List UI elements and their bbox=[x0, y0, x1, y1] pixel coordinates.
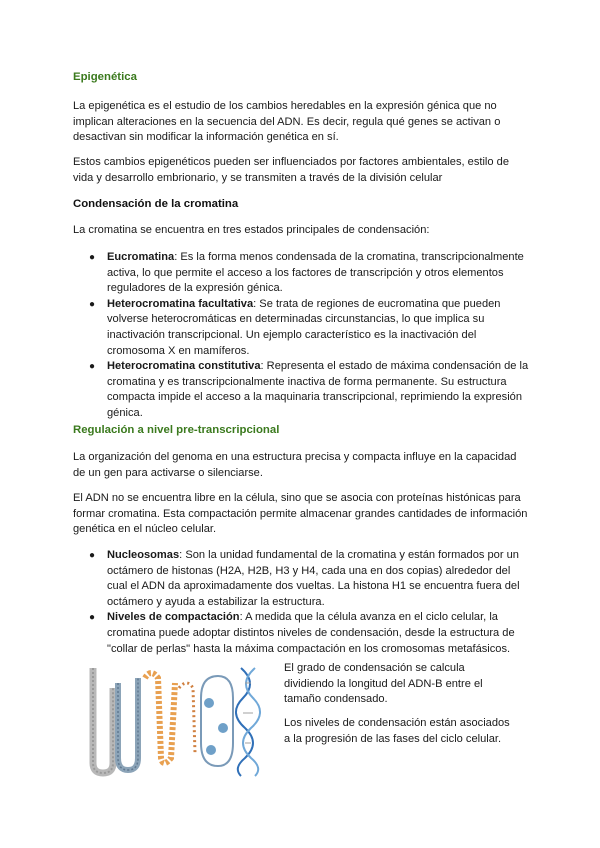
paragraph-condensacion-intro: La cromatina se encuentra en tres estados principales de condensación: bbox=[73, 224, 430, 236]
list-item: ● Nucleosomas: Son la unidad fundamental de la cromatina y están formados por un octámero de histonas (H2A, H2B, H3 y H4, cada una en dos copias) alrededor del cual el ADN da aproximadamente dos vueltas. La histona H1 se encuentra fuera del octámero y ayuda a estabilizar la estructura. bbox=[89, 549, 520, 608]
paragraph-regulacion-1: La organización del genoma en una estructura precisa y compacta influye en la capacidad de un gen para activarse o silenciarse. bbox=[73, 451, 517, 479]
chromatin-condensation-illustration-icon bbox=[83, 658, 280, 778]
heading-condensacion: Condensación de la cromatina bbox=[73, 198, 239, 210]
bullet-icon: ● bbox=[89, 252, 96, 263]
heading-epigenetica: Epigenética bbox=[73, 71, 137, 83]
list-item: ● Heterocromatina constitutiva: Representa el estado de máxima condensación de la cromatina y es transcripcionalmente inactiva de forma permanente. Su estructura compacta impide el acceso a la maquinaria transcripcional, reprimiendo la expresión génica. bbox=[89, 360, 529, 419]
bullet-icon: ● bbox=[89, 298, 96, 310]
paragraph-epigenetica-2: Estos cambios epigenéticos pueden ser influenciados por factores ambientales, estilo de vida y desarrollo embrionario, y se transmiten a través de la división celular bbox=[73, 156, 509, 184]
bullet-icon: ● bbox=[89, 550, 96, 561]
list-condensacion bbox=[73, 250, 533, 422]
side-text-1: El grado de condensación se calcula dividiendo la longitud del ADN-B entre el tamaño condensado. bbox=[284, 662, 483, 706]
paragraph-epigenetica-1: La epigenética es el estudio de los cambios heredables en la expresión génica que no implican alteraciones en la secuencia del ADN. Es decir, regula qué genes se activan o desactivan sin modificar la información genética en sí. bbox=[73, 100, 501, 144]
list-regulacion bbox=[73, 548, 533, 657]
paragraph-regulacion-2: El ADN no se encuentra libre en la célula, sino que se asocia con proteínas histónicas para formar cromatina. Esta compactación permite almacenar grandes cantidades de información genética en el núcleo celular. bbox=[73, 492, 528, 536]
list-item: ● Heterocromatina facultativa: Se trata de regiones de eucromatina que pueden volverse heterocromáticas en determinadas circunstancias, lo que implica su inactivación transcripcional. Un ejemplo característico es la inactivación del cromosoma X en mamíferos. bbox=[89, 297, 501, 357]
bullet-icon: ● bbox=[89, 612, 96, 624]
heading-regulacion: Regulación a nivel pre-transcripcional bbox=[73, 424, 280, 436]
list-item: ● Niveles de compactación: A medida que la célula avanza en el ciclo celular, la cromatina puede adoptar distintos niveles de condensación, desde la estructura de "collar de perlas" hasta la máxima compactación en los cromosomas metafásicos. bbox=[89, 611, 515, 655]
side-text-2: Los niveles de condensación están asociados a la progresión de las fases del ciclo celular. bbox=[284, 717, 510, 745]
bullet-icon: ● bbox=[89, 361, 96, 373]
list-item: ● Eucromatina: Es la forma menos condensada de la cromatina, transcripcionalmente activa, lo que permite el acceso a los factores de transcripción y otros elementos reguladores de la expresión génica. bbox=[89, 251, 524, 295]
